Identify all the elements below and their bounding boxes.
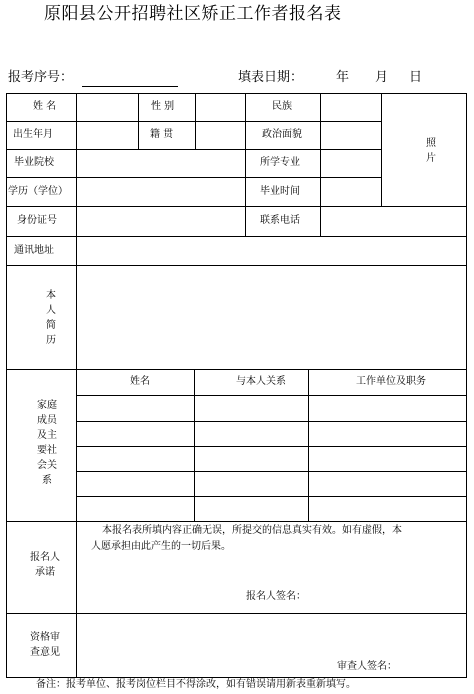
grad-time-label: 毕业时间 bbox=[260, 186, 300, 197]
signature-field[interactable] bbox=[318, 586, 458, 606]
row-line bbox=[6, 149, 381, 150]
reviewer-label: 审查人签名： bbox=[337, 661, 397, 672]
year-label: 年 bbox=[336, 70, 350, 85]
row-line bbox=[6, 206, 466, 207]
gender-label: 性 别 bbox=[151, 101, 175, 112]
resume-label: 本人简历 bbox=[46, 290, 56, 346]
fill-date-label: 填表日期： bbox=[238, 70, 304, 85]
major-field[interactable] bbox=[322, 151, 379, 175]
row-line bbox=[6, 121, 381, 122]
name-field[interactable] bbox=[78, 95, 136, 119]
education-label: 学历（学位） bbox=[8, 186, 68, 197]
review-label: 资格审查意见 bbox=[30, 632, 60, 658]
school-label: 毕业院校 bbox=[14, 157, 54, 168]
row-line bbox=[6, 236, 466, 237]
origin-label: 籍 贯 bbox=[150, 129, 174, 140]
family-relation-header: 与本人关系 bbox=[236, 376, 286, 387]
serial-number-field[interactable] bbox=[82, 72, 178, 87]
row-line bbox=[6, 613, 466, 614]
education-field[interactable] bbox=[78, 179, 243, 204]
page-title: 原阳县公开招聘社区矫正工作者报名表 bbox=[44, 4, 342, 24]
pledge-text-line-1: 本报名表所填内容正确无误，所提交的信息真实有效。如有虚假，本 bbox=[102, 525, 402, 536]
review-field[interactable] bbox=[78, 615, 464, 659]
origin-field[interactable] bbox=[197, 123, 243, 147]
id-number-label: 身份证号 bbox=[17, 215, 57, 226]
address-field[interactable] bbox=[78, 238, 464, 263]
photo-area[interactable] bbox=[383, 95, 464, 205]
gender-field[interactable] bbox=[197, 95, 243, 119]
col-line bbox=[138, 93, 139, 149]
address-label: 通讯地址 bbox=[14, 245, 54, 256]
political-label: 政治面貌 bbox=[262, 129, 302, 140]
family-name-header: 姓名 bbox=[130, 376, 150, 387]
family-work-header: 工作单位及职务 bbox=[356, 376, 426, 387]
school-field[interactable] bbox=[78, 151, 243, 175]
photo-label: 照片 bbox=[426, 138, 436, 164]
phone-label: 联系电话 bbox=[260, 215, 300, 226]
serial-label: 报考序号： bbox=[8, 70, 74, 85]
name-label: 姓 名 bbox=[33, 101, 57, 112]
footer-note: 备注：报考单位、报考岗位栏目不得涂改，如有错误请用新表重新填写。 bbox=[36, 679, 356, 690]
row-line bbox=[76, 395, 466, 396]
pledge-label: 报名人承诺 bbox=[30, 552, 60, 578]
birth-field[interactable] bbox=[78, 123, 136, 147]
col-line bbox=[195, 93, 196, 149]
political-field[interactable] bbox=[322, 123, 379, 147]
row-line bbox=[6, 521, 466, 522]
phone-field[interactable] bbox=[322, 208, 464, 234]
resume-field[interactable] bbox=[78, 267, 464, 367]
major-label: 所学专业 bbox=[260, 157, 300, 168]
signature-label: 报名人签名： bbox=[246, 591, 306, 602]
id-number-field[interactable] bbox=[78, 208, 243, 234]
row-line bbox=[6, 177, 381, 178]
col-line bbox=[381, 93, 382, 206]
birth-label: 出生年月 bbox=[13, 129, 53, 140]
day-label: 日 bbox=[409, 70, 423, 85]
ethnicity-label: 民族 bbox=[272, 101, 292, 112]
month-label: 月 bbox=[375, 70, 389, 85]
pledge-text-line-2: 人愿承担由此产生的一切后果。 bbox=[91, 541, 231, 552]
col-line bbox=[76, 93, 77, 677]
row-line bbox=[6, 369, 466, 370]
col-line bbox=[245, 93, 246, 236]
row-line bbox=[6, 265, 466, 266]
family-label: 家庭成员及主要社会关系 bbox=[37, 400, 57, 486]
family-table-body[interactable] bbox=[78, 397, 464, 519]
ethnicity-field[interactable] bbox=[322, 95, 379, 119]
grad-time-field[interactable] bbox=[322, 179, 379, 204]
col-line bbox=[320, 93, 321, 236]
